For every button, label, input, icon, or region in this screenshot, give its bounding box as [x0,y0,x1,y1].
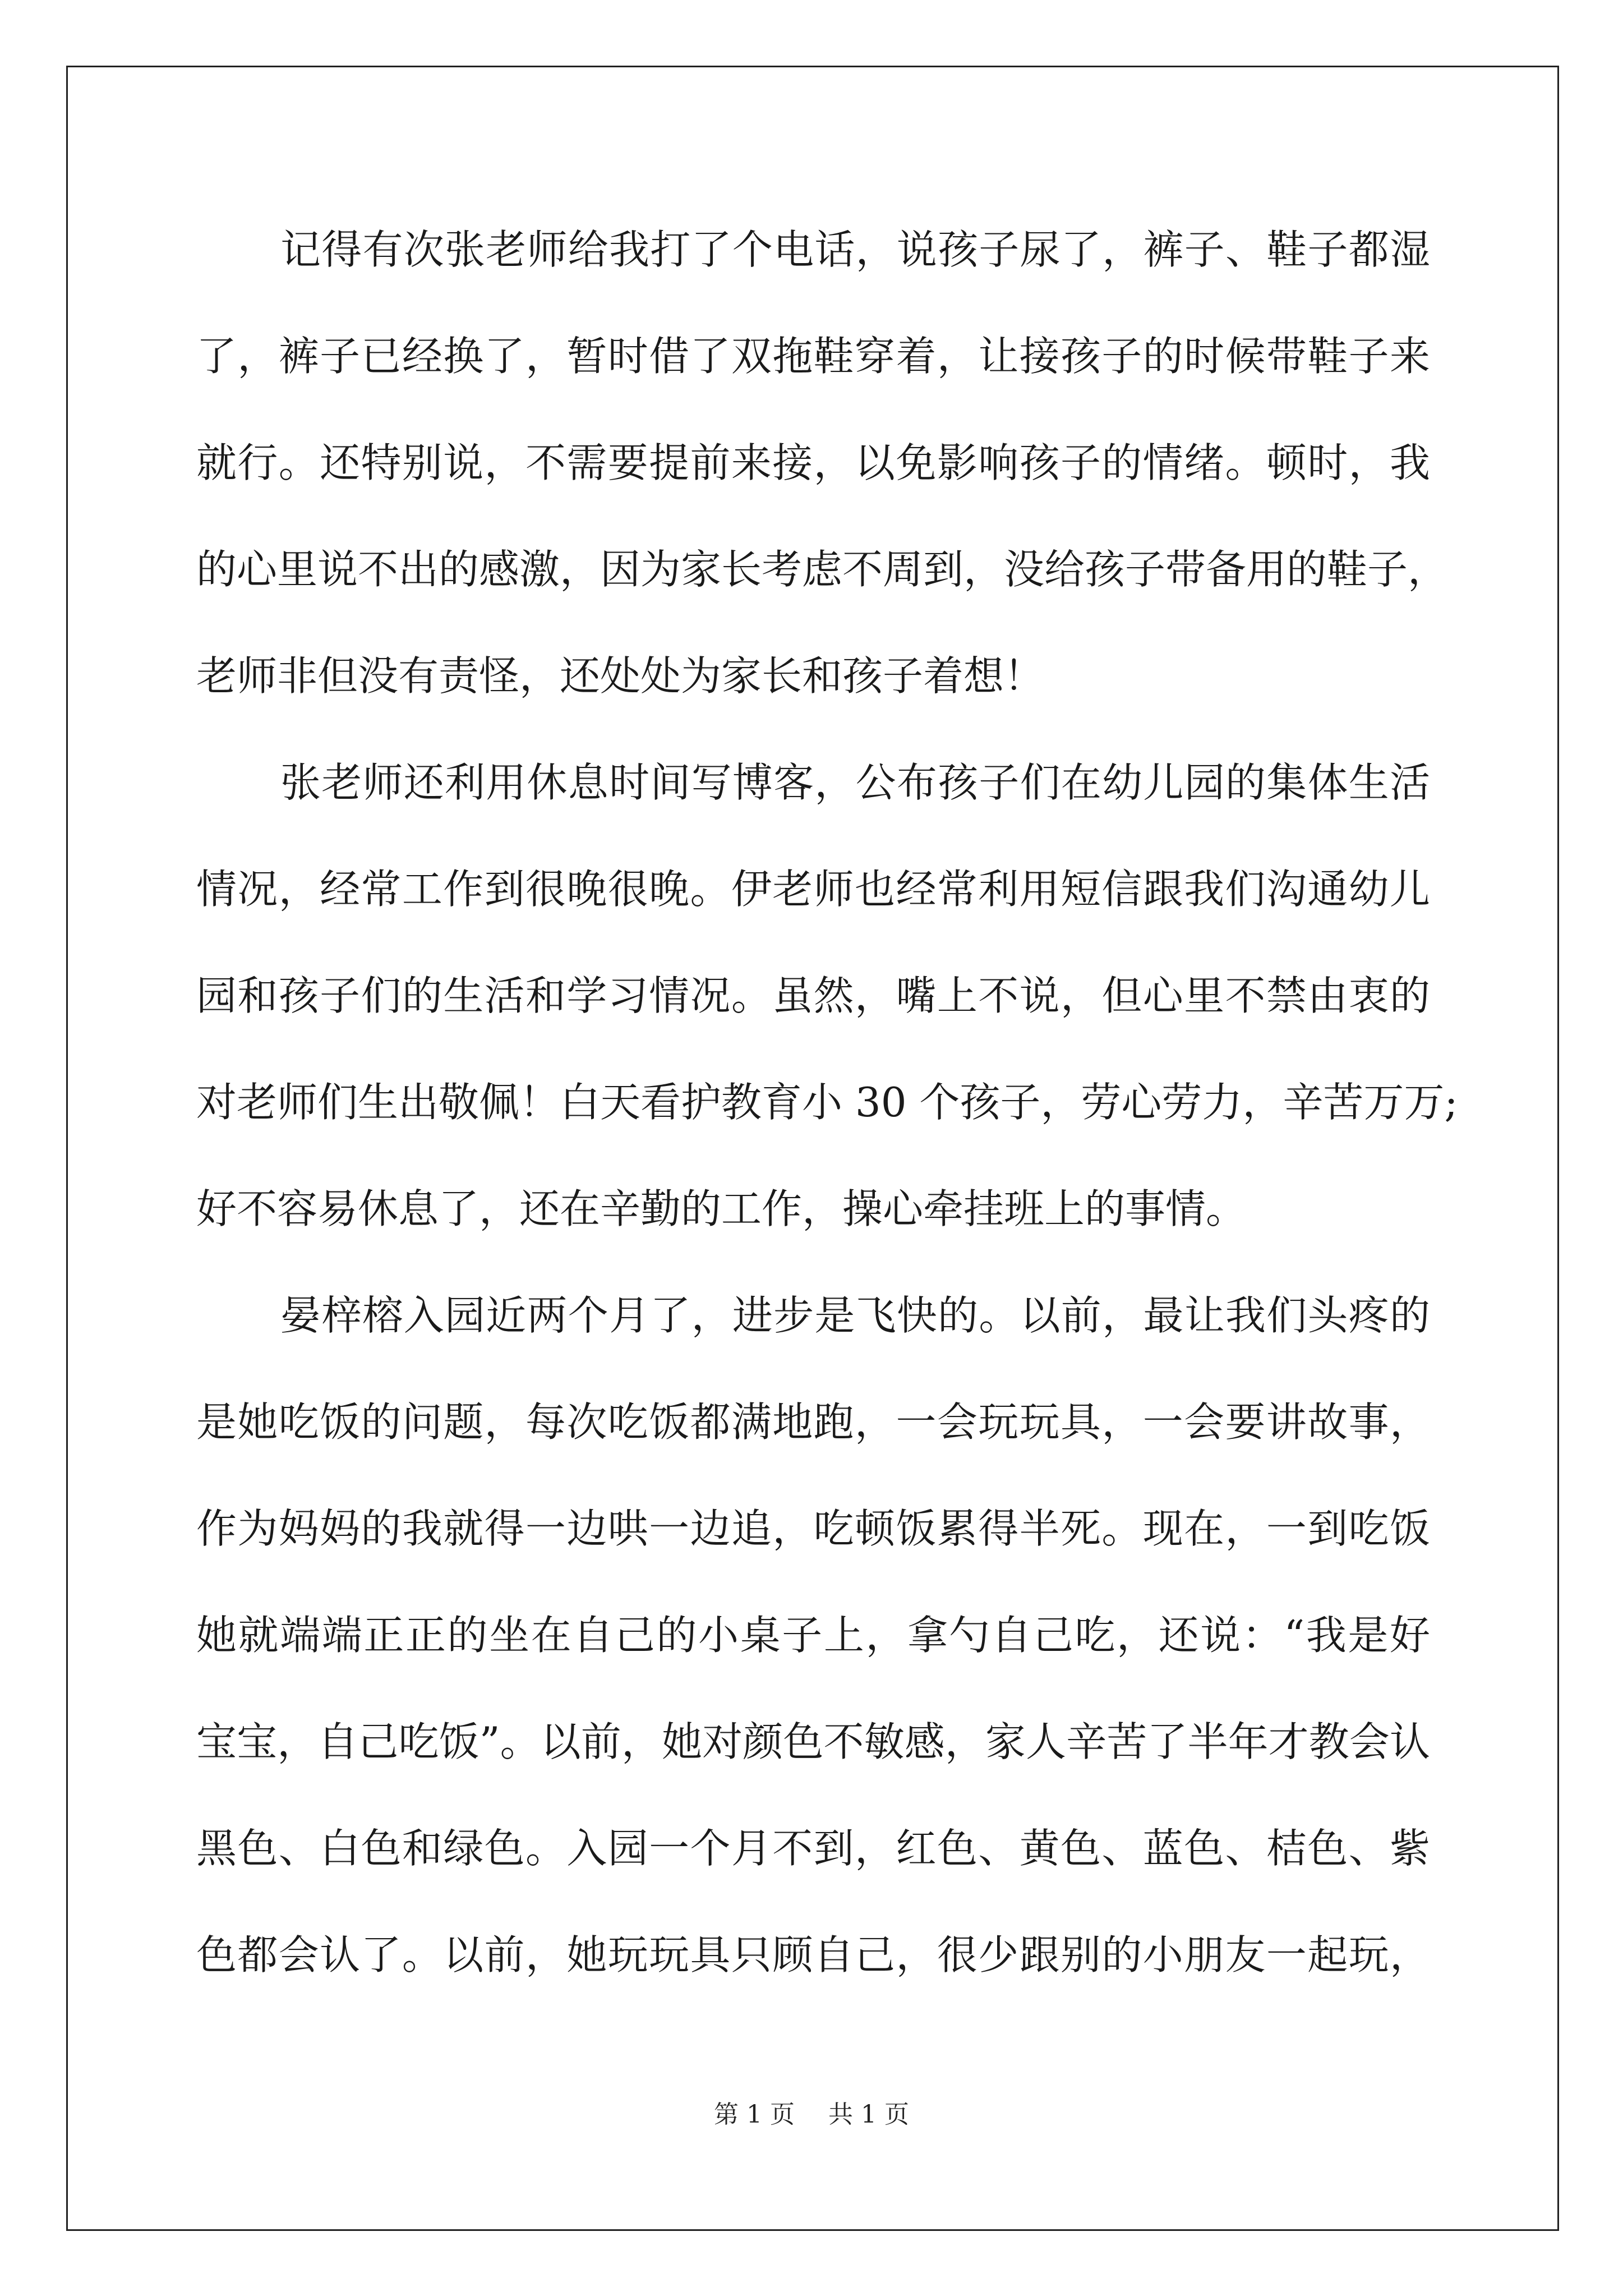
text-line: 园和孩子们的生活和学习情况。虽然，嘴上不说，但心里不禁由衷的 [196,972,1430,1019]
text-line: 记得有次张老师给我打了个电话，说孩子尿了，裤子、鞋子都湿 [280,226,1430,273]
text-line: 她就端端正正的坐在自己的小桌子上，拿勺自己吃，还说：“我是好 [196,1612,1430,1659]
text-line: 对老师们生出敬佩！白天看护教育小 30 个孩子，劳心劳力，辛苦万万; [196,1079,1458,1126]
text-line: 的心里说不出的感激，因为家长考虑不周到，没给孩子带备用的鞋子， [196,546,1449,593]
page-number: 第 1 页 [714,2100,795,2129]
text-line: 了，裤子已经换了，暂时借了双拖鞋穿着，让接孩子的时候带鞋子来 [196,333,1430,380]
text-line: 好不容易休息了，还在辛勤的工作，操心牵挂班上的事情。 [196,1185,1247,1232]
text-line: 作为妈妈的我就得一边哄一边追，吃顿饭累得半死。现在，一到吃饭 [196,1505,1430,1552]
text-line: 情况，经常工作到很晚很晚。伊老师也经常利用短信跟我们沟通幼儿 [196,866,1430,913]
text-line: 是她吃饭的问题，每次吃饭都满地跑，一会玩玩具，一会要讲故事， [196,1398,1430,1446]
text-line: 黑色、白色和绿色。入园一个月不到，红色、黄色、蓝色、桔色、紫 [196,1825,1430,1872]
page-footer [0,2098,1623,2132]
page-border [66,66,1559,2231]
text-line: 色都会认了。以前，她玩玩具只顾自己，很少跟别的小朋友一起玩， [196,1931,1430,1978]
text-line: 宝宝，自己吃饭”。以前，她对颜色不敏感，家人辛苦了半年才教会认 [196,1718,1430,1765]
text-line: 晏梓榕入园近两个月了，进步是飞快的。以前，最让我们头疼的 [280,1292,1430,1339]
text-line: 张老师还利用休息时间写博客，公布孩子们在幼儿园的集体生活 [280,759,1430,806]
page-total: 共 1 页 [828,2100,909,2129]
text-line: 就行。还特别说，不需要提前来接，以免影响孩子的情绪。顿时，我 [196,439,1430,486]
text-line: 老师非但没有责怪，还处处为家长和孩子着想！ [196,652,1045,700]
